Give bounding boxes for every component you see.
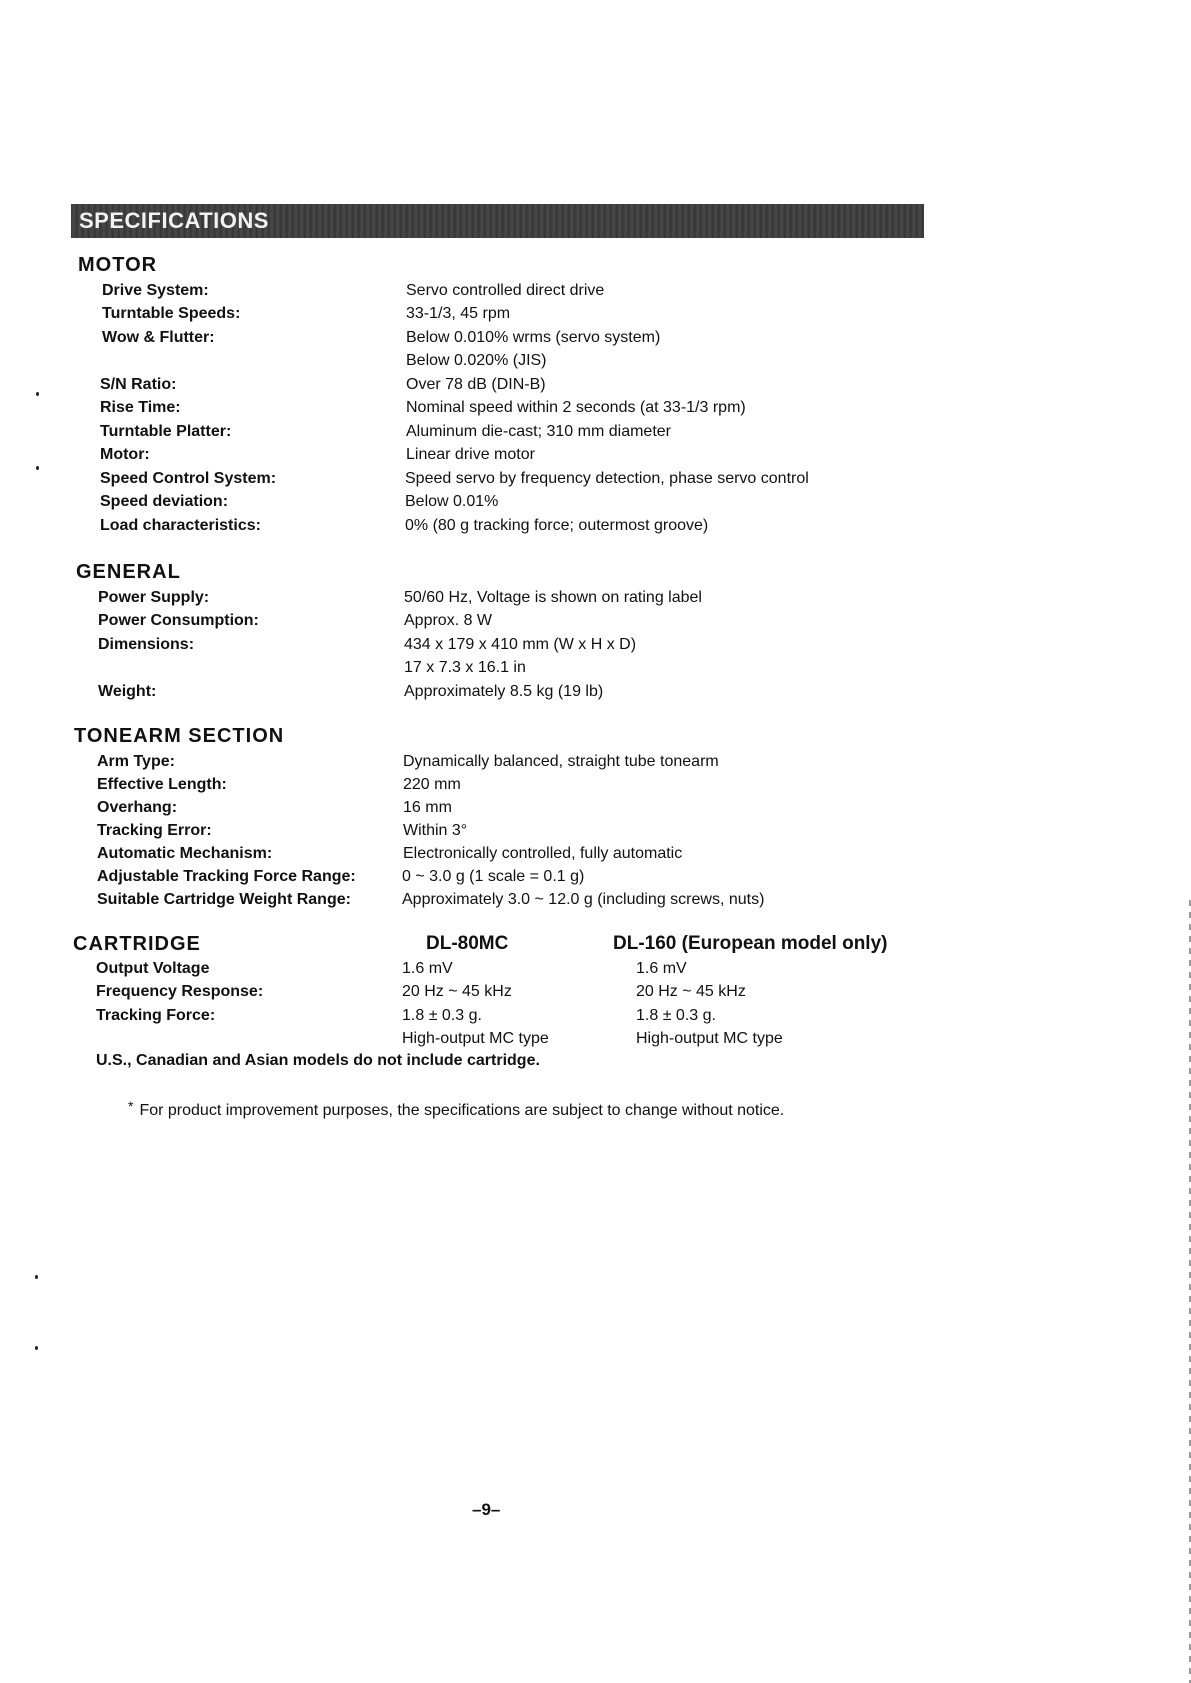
- spec-value: 50/60 Hz, Voltage is shown on rating label: [404, 589, 702, 606]
- scan-speck: [35, 1275, 38, 1279]
- cartridge-section-title: CARTRIDGE: [73, 933, 201, 955]
- spec-label: Turntable Speeds:: [102, 305, 241, 322]
- spec-value: Within 3°: [403, 822, 468, 839]
- spec-label: Speed Control System:: [100, 470, 277, 487]
- spec-value: Below 0.01%: [405, 493, 499, 510]
- spec-value-dl160: 1.8 ± 0.3 g.: [636, 1007, 716, 1024]
- spec-value: Approximately 3.0 ~ 12.0 g (including screws, nuts): [402, 891, 765, 908]
- scan-speck: [36, 392, 39, 396]
- motor-section-title: MOTOR: [78, 254, 158, 276]
- spec-value: Aluminum die-cast; 310 mm diameter: [406, 423, 671, 440]
- spec-label: Overhang:: [97, 799, 178, 816]
- spec-value: Electronically controlled, fully automatic: [403, 845, 683, 862]
- spec-label: Power Supply:: [98, 589, 210, 606]
- spec-label: Effective Length:: [97, 776, 227, 793]
- spec-value: 434 x 179 x 410 mm (W x H x D): [404, 636, 637, 653]
- specifications-banner: [71, 204, 924, 238]
- spec-value: 16 mm: [403, 799, 452, 816]
- spec-value: Servo controlled direct drive: [406, 282, 605, 299]
- spec-value-continued: Below 0.020% (JIS): [406, 352, 547, 369]
- cartridge-column-head-dl80mc: DL-80MC: [426, 933, 509, 954]
- scan-speck: [36, 466, 39, 470]
- spec-value: Dynamically balanced, straight tube tonearm: [403, 753, 719, 770]
- spec-label: Rise Time:: [100, 399, 181, 416]
- spec-label: Automatic Mechanism:: [97, 845, 273, 862]
- spec-label: Drive System:: [102, 282, 209, 299]
- spec-value: 33-1/3, 45 rpm: [406, 305, 511, 322]
- spec-value: Approx. 8 W: [404, 612, 493, 629]
- spec-label: Load characteristics:: [100, 517, 261, 534]
- spec-value: Approximately 8.5 kg (19 lb): [404, 683, 604, 700]
- tonearm-section-title: TONEARM SECTION: [74, 725, 285, 747]
- spec-label: Motor:: [100, 446, 150, 463]
- footnote-asterisk: *: [128, 1098, 134, 1114]
- footnote-text: For product improvement purposes, the specifications are subject to change without notice.: [139, 1102, 785, 1119]
- spec-label: Frequency Response:: [96, 983, 264, 1000]
- spec-value: Nominal speed within 2 seconds (at 33-1/3 rpm): [406, 399, 746, 416]
- spec-label: Power Consumption:: [98, 612, 259, 629]
- spec-value-continued: 17 x 7.3 x 16.1 in: [404, 659, 526, 676]
- spec-label: Arm Type:: [97, 753, 175, 770]
- spec-value: 220 mm: [403, 776, 461, 793]
- spec-label: Adjustable Tracking Force Range:: [97, 868, 356, 885]
- spec-value-dl80mc: 20 Hz ~ 45 kHz: [402, 983, 512, 1000]
- general-section-title: GENERAL: [76, 561, 181, 583]
- cartridge-column-head-dl160: DL-160 (European model only): [613, 933, 888, 954]
- spec-value: Over 78 dB (DIN-B): [406, 376, 546, 393]
- spec-value-dl160: High-output MC type: [636, 1030, 783, 1047]
- scan-speck: [35, 1346, 38, 1350]
- spec-label: Wow & Flutter:: [102, 329, 215, 346]
- page-title: SPECIFICATIONS: [79, 208, 269, 233]
- spec-label: Tracking Error:: [97, 822, 212, 839]
- spec-value: Below 0.010% wrms (servo system): [406, 329, 661, 346]
- spec-label: Output Voltage: [96, 960, 210, 977]
- spec-value-dl160: 20 Hz ~ 45 kHz: [636, 983, 746, 1000]
- spec-label: Weight:: [98, 683, 157, 700]
- spec-value: 0 ~ 3.0 g (1 scale = 0.1 g): [402, 868, 585, 885]
- spec-label: Turntable Platter:: [100, 423, 232, 440]
- spec-label: Suitable Cartridge Weight Range:: [97, 891, 351, 908]
- spec-value: Linear drive motor: [406, 446, 535, 463]
- footnote: [128, 1098, 784, 1120]
- spec-value-dl80mc: 1.6 mV: [402, 960, 453, 977]
- spec-value-dl80mc: 1.8 ± 0.3 g.: [402, 1007, 482, 1024]
- page-number: –9–: [472, 1500, 501, 1519]
- spec-label: Speed deviation:: [100, 493, 229, 510]
- spec-value: Speed servo by frequency detection, phase servo control: [405, 470, 809, 487]
- spec-value: 0% (80 g tracking force; outermost groove): [405, 517, 709, 534]
- spec-label: Dimensions:: [98, 636, 195, 653]
- spec-label: Tracking Force:: [96, 1007, 216, 1024]
- cartridge-note: U.S., Canadian and Asian models do not include cartridge.: [96, 1052, 540, 1069]
- spec-value-dl160: 1.6 mV: [636, 960, 687, 977]
- spec-label: S/N Ratio:: [100, 376, 177, 393]
- spec-value-dl80mc: High-output MC type: [402, 1030, 549, 1047]
